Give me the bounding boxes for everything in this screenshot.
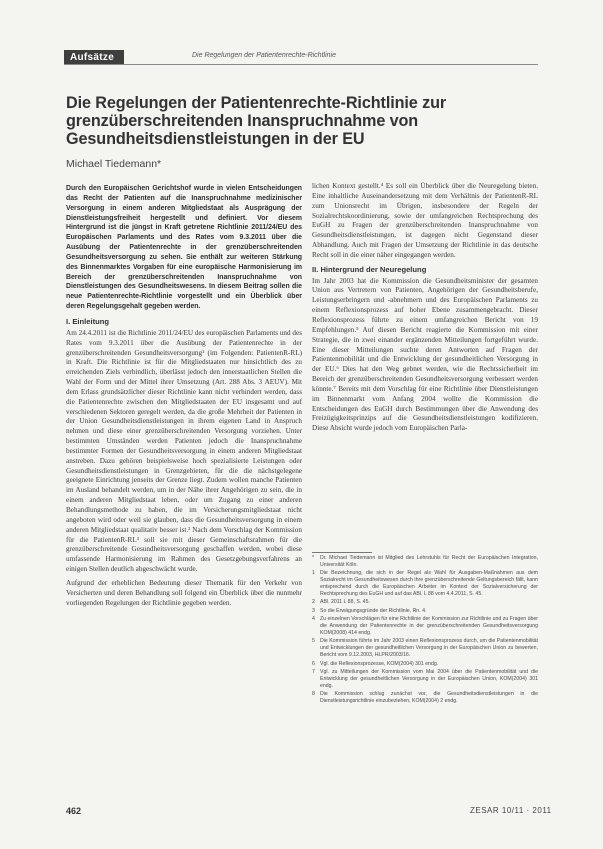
footnote-text: So die Erwägungsgründe der Richtlinie, Rn. 4. — [320, 607, 427, 614]
footnote — [312, 661, 538, 668]
journal-citation: ZESAR 10/11 · 2011 — [470, 806, 552, 815]
header-rule — [64, 64, 538, 65]
footnote — [312, 608, 538, 615]
running-head: Die Regelungen der Patientenrechte-Richtlinie — [192, 52, 336, 59]
section-heading-introduction: I. Einleitung — [66, 316, 110, 326]
footnote-number: * — [312, 555, 315, 561]
page-number: 462 — [66, 806, 82, 816]
footnote — [312, 638, 538, 659]
footnote-text: Vgl. die Reflexionsprozesse, KOM(2004) 301 endg. — [320, 660, 439, 667]
footnote — [312, 669, 538, 690]
footnote-number: 2 — [312, 599, 315, 606]
abstract: Durch den Europäischen Gerichtshof wurde in vielen Entscheidungen das Recht der Patienten auf die Inanspruchnahme medizinischer Versorgung in einem anderen Mitgliedstaat als Ausprägung der Dienstleistungsfreiheit hergestellt und definiert. Vor diesem Hintergrund ist die jüngst in Kraft getretene Richtlinie 2011/24/EU des Europäischen Parlaments und des Rates vom 9.3.2011 über die Ausübung der Patientenrechte in der grenzüberschreitenden Gesundheitsversorgung zu sehen. Sie enthält zur weiteren Stärkung des Binnenmarktes Vorgaben für eine europäische Harmonisierung im Bereich der grenzüberschreitenden Inanspruchnahme von Dienstleistungen des Gesundheitswesens. In diesem Beitrag sollen die neue Patientenrechte-Richtlinie vorgestellt und ein Überblick über deren Regelungsgehalt gegeben werden. — [66, 185, 302, 311]
footnote-number: 1 — [312, 570, 315, 577]
footnote-text: Dr. Michael Tiedemann ist Mitglied des Lehrstuhls für Recht der Europäischen Integration, Universität Köln. — [320, 555, 538, 568]
footnote — [312, 616, 538, 637]
footnote-text: ABl. 2011 L 88, S. 45. — [320, 599, 370, 606]
footnote-text: Die Kommission führte im Jahr 2003 einen Reflexionsprozess durch, um die Patientenmobilität und Entwicklungen der gesundheitlichen Versorgung in der Europäischen Union zu bewerten, Bericht vom 9.12.2003, HLPR/2003/16. — [320, 638, 538, 659]
footnote-text: Zu einzelnen Vorschlägen für eine Richtlinie der Kommission zur Richtlinie und zu Fragen über die Anwendung der Patientenrechte in der grenzüberschreitenden Gesundheitsversorgung KOM(2008) 414 endg. — [320, 616, 538, 637]
footnote-text: Die Kommission schlug zunächst vor, die Gesundheitsdienstleistungen in die Dienstleistungsrichtlinie einzubeziehen, KOM(2004) 2 endg. — [320, 691, 538, 705]
article-title: Die Regelungen der Patientenrechte-Richtlinie zur grenzüberschreitenden Inanspruchnahme von Gesundheitsdienstleistungen in der EU — [66, 94, 447, 148]
footnote-number: 7 — [312, 669, 315, 676]
footnote-text: Die Bezeichnung, die sich in der Regel als Wahl für Ausgaben-Maßnahmen aus dem Sozialrecht im Gesundheitswesen durch ihre grenzüberschreitende Geltungsbereich fällt, kann entsprechend durch die Europäischen Arbeiter im Kontext der Sozialversicherung der Rechtsprechung des EuGH und auf das ABl. L 88 vom 4.4.2011, S. 45. — [320, 570, 538, 598]
footnote-number: 3 — [312, 607, 315, 614]
footnote-number: 8 — [312, 691, 315, 698]
left-column — [66, 184, 302, 612]
footnote — [312, 555, 538, 569]
body-paragraph: Aufgrund der erheblichen Bedeutung dieser Thematik für den Verkehr von Versicherten und deren Behandlung soll folgend ein Überblick über die nunmehr vorliegenden Regelungen der Richtlinie gegeben werden. — [66, 578, 302, 607]
body-paragraph: lichen Kontext gestellt.⁴ Es soll ein Überblick über die Neuregelung bieten. Eine inhaltliche Auseinandersetzung mit dem Verhältnis der PatientenR-RL zum Unionsrecht im Übrigen, insbesondere der Regeln der Sozialrechtskoordinierung, sowie der umfangreichen Rechtsprechung des EuGH zu Fragen der grenzüberschreitenden Inanspruchnahme von Gesundheitsdienstleistungen, ist dagegen nicht Gegenstand dieser Abhandlung. Auch mit Fragen der Umsetzung der Richtlinie in das deutsche Recht soll in die einer näher eingegangen werden. — [312, 182, 538, 259]
body-paragraph: Im Jahr 2003 hat die Kommission die Gesundheitsminister der gesamten Union aus Vertretern von Patienten, Angehörigen der Gesundheitsberufe, Leistungserbringern und -abnehmern und des Europäischen Parlaments zu einem Reflexionsprozess auf hoher Ebene zusammengebracht. Dieser Reflexionsprozess führte zu einem umfangreichen Bericht von 19 Empfehlungen.⁵ Auf diesen Bericht reagierte die Kommission mit einer Strategie, die in zwei einander ergänzenden Mitteilungen fortgeführt wurde. Eine dieser Mitteilungen suchte deren Antworten auf Fragen der Patientenmobilität und die Entwicklung der gesundheitlichen Versorgung in der EU.⁶ Dies hat den Weg gebnet werden, wie die Rechtssicherheit im Bereich der grenzüberschreitenden Gesundheitsversorgung verbessert werden könnte.⁷ Bereits mit dem Vorschlag für eine Richtlinie über Dienstleistungen im Binnenmarkt vom Anfang 2004 wollte die Kommission die Entscheidungen des EuGH durch Bestimmungen über die Anwendung des Freizügigkeitsprinzips auf die Gesundheitsdienstleistungen kodifizieren. Diese Absicht wurde jedoch vom Europäischen Parla- — [312, 276, 538, 433]
section-tag: Aufsätze — [64, 50, 124, 65]
footnote-number: 4 — [312, 616, 315, 623]
footnote-text: Vgl. zu Mitteilungen der Kommission vom Mai 2004 über die Patientenmobilität und die Entwicklung der gesundheitlichen Versorgung in der Europäischen Union, KOM(2004) 301 endg. — [320, 669, 538, 689]
article-author: Michael Tiedemann* — [66, 158, 162, 170]
right-column — [312, 182, 538, 438]
footnotes — [312, 555, 538, 707]
footnote — [312, 570, 538, 598]
footnote-number: 5 — [312, 638, 315, 645]
section-tag-band — [64, 50, 124, 65]
section-heading-background: II. Hintergrund der Neuregelung — [312, 264, 427, 274]
footnote — [312, 691, 538, 705]
footnote-rule — [312, 552, 372, 553]
footnote — [312, 599, 538, 606]
footnote-number: 6 — [312, 660, 315, 667]
body-paragraph: Am 24.4.2011 ist die Richtlinie 2011/24/EU des europäischen Parlaments und des Rates vom 9.3.2011 über die Ausübung der Patientenrechte in der grenzüberschreitenden Gesundheitsversorgung¹ (im Folgenden: PatientenR-RL) in Kraft. Die Richtlinie ist für die Mitgliedstaaten nur hinsichtlich des zu erreichenden Ziels verbindlich, überlässt jedoch den innerstaatlichen Stellen die Wahl der Form und der Mittel ihrer Umsetzung (Art. 288 Abs. 3 AEUV). Mit dem Erlass grundsätzlicher dieser Richtlinie kann nicht verhindert werden, dass die Patientenrechte zwischen den Mitgliedstaaten der EU insgesamt und auf verschiedenen Sektoren geregelt werden, da die große Mehrheit der Patienten in der Union Gesundheitsdienstleistungen in ihrem eigenen Land in Anspruch nehmen und diese einer grenzüberschreitenden Versorgung vorziehen. Unter bestimmten Umständen werden Patienten jedoch die Inanspruchnahme bestimmter Formen der Gesundheitsversorgung in einem anderen Mitgliedstaat anstreben. Dazu gehören beispielsweise hoch spezialisierte Leistungen oder Gesundheitsdienstleistungen in Grenzgebieten, für die die nächstgelegene geeignete Einrichtung jenseits der Grenze liegt. Zudem wollen manche Patienten im Ausland behandelt werden, um in der Nähe ihrer Angehörigen zu sein, die in einem anderen Mitgliedstaat leben, oder um Zugang zu einer anderen Behandlungsmethode zu haben, die im Versicherungsmitgliedstaat nicht angeboten wird oder weil sie glauben, dass die Gesundheitsversorgung in einem anderen Mitgliedstaat qualitativ besser ist.² Nach dem Vorschlag der Kommission für die PatientenR-RL³ soll sie mit dieser Gemeinschaftsrahmen für die grenzüberschreitende Gesundheitsversorgung geschaffen werden, wobei diese umfassende Harmonisierung im Rahmen des Gesetzgebungsverfahrens an einigen Stellen deutlich abgeschwächt wurde. — [66, 328, 302, 574]
